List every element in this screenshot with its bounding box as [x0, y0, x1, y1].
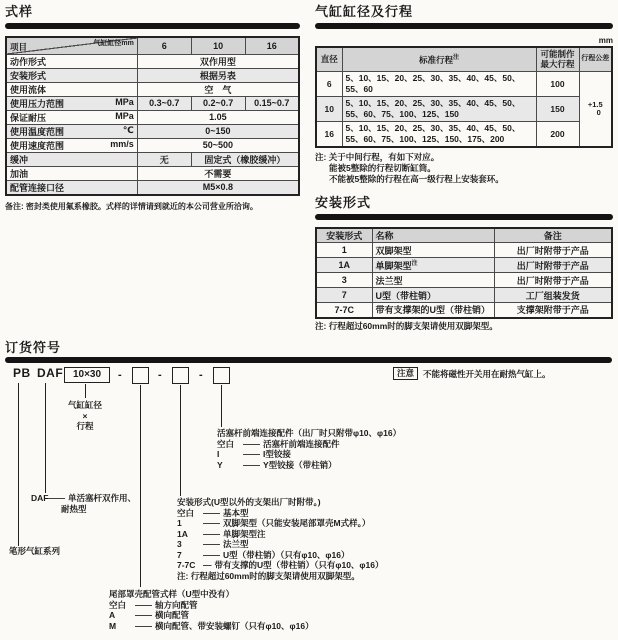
strokes-value: 5、10、15、20、25、30、35、40、45、50、55、60、75、100、125、150、175、200: [342, 121, 536, 147]
row-label: 配管连接口径: [10, 182, 65, 193]
code-bore-stroke-box: 10×30: [64, 367, 110, 383]
col-header: 可能制作最大行程: [536, 47, 579, 71]
row-label: 加油: [10, 168, 29, 179]
table-row: [316, 243, 612, 258]
mounting-block: [177, 497, 383, 581]
list-item: 空白 —— 轴方向配管: [109, 599, 198, 610]
table-row: [6, 54, 299, 68]
note-line: 注: 关于中间行程，有如下对应。: [315, 151, 440, 162]
strokes-value: 5、10、15、20、25、30、35、40、45、50、55、60: [342, 71, 536, 96]
row-value: 根据另表: [137, 68, 299, 82]
table-row: [316, 258, 612, 273]
mount-name: 法兰型: [372, 273, 494, 288]
row-value: M5×0.8: [137, 180, 299, 195]
note-line: 不能被5整除的行程在高一级行程上安装套环。: [329, 173, 504, 184]
caution-label: 注意: [393, 367, 418, 380]
spec-table: [5, 36, 300, 196]
max-stroke-value: 100: [536, 71, 579, 96]
row-label: 使用温度范围: [10, 126, 65, 137]
stroke-title: 气缸缸径及行程: [315, 4, 414, 19]
table-row: [6, 152, 299, 166]
table-row: [316, 121, 612, 147]
spec-section: [5, 4, 300, 212]
row-value: 1.05: [137, 110, 299, 124]
code-prefix: PB: [13, 366, 31, 380]
mounting-note: 注: 行程超过60mm时的脚支架请使用双脚架型。: [177, 570, 360, 581]
table-row: [316, 288, 612, 303]
mount-remark: 工厂组装发货: [494, 288, 612, 303]
rod-end-title: 活塞杆前端连接配件（出厂时只附带φ10、φ16）: [217, 428, 402, 438]
piping-block: [109, 589, 314, 631]
table-row: [6, 96, 299, 110]
mount-header-row: [316, 228, 612, 243]
list-item: 7 —— U型（带柱销）（只有φ10、φ16）: [177, 549, 350, 560]
row-label: 使用压力范围: [10, 98, 65, 109]
max-stroke-value: 150: [536, 96, 579, 121]
code-separator: -: [158, 369, 162, 381]
row-label: 保证耐压: [10, 112, 47, 123]
mount-code: 1: [316, 243, 372, 258]
mount-note: 注: 行程超过60mm时的脚支架请使用双脚架型。: [315, 320, 498, 331]
row-value: 50~500: [137, 138, 299, 152]
row-label: 使用流体: [10, 84, 47, 95]
row-unit: MPa: [115, 96, 134, 107]
table-row: [6, 124, 299, 138]
mount-remark: 出厂时附带于产品: [494, 273, 612, 288]
code-option-box: [132, 367, 149, 384]
unit-label: mm: [598, 36, 613, 45]
leader-line: [140, 385, 141, 587]
col-header: 直径: [316, 47, 342, 71]
row-unit: ℃: [122, 124, 134, 135]
table-row: [6, 110, 299, 124]
table-row: [316, 273, 612, 288]
bore-header: 10: [191, 37, 245, 54]
mounting-title: 安装形式(U型以外的支架出厂时附带。): [177, 497, 321, 507]
mount-remark: 出厂时附带于产品: [494, 243, 612, 258]
piping-title: 尾部罩壳配管式样（U型中没有）: [109, 589, 235, 599]
caution-text: 不能将磁性开关用在耐热气缸上。: [423, 368, 551, 379]
ordering-section: [5, 340, 613, 636]
bore-header: 6: [137, 37, 191, 54]
row-value: 0.15~0.7: [245, 96, 299, 110]
row-value: 不需要: [137, 166, 299, 180]
daf-label: DAF —— 单活塞杆双作用、 耐热型: [31, 493, 137, 514]
strokes-value: 5、10、15、20、25、30、35、40、45、50、55、60、75、100、125、150: [342, 96, 536, 121]
caution-note: [393, 367, 551, 380]
mount-name: U型（带柱销）: [372, 288, 494, 303]
max-stroke-value: 200: [536, 121, 579, 147]
spec-title: 式样: [5, 4, 34, 19]
title-bar: [5, 357, 612, 363]
list-item: I —— I型铰接: [217, 449, 291, 459]
row-label: 使用速度范围: [10, 140, 65, 151]
code-separator: -: [118, 369, 122, 381]
leader-line: [85, 384, 86, 398]
corner-bottom-label: 项目: [10, 41, 28, 52]
col-header: 标准行程$^注$: [342, 47, 536, 71]
list-item: 1 —— 双脚架型（只能安装尾部罩壳M式样。）: [177, 518, 371, 528]
bore-value: 10: [316, 96, 342, 121]
table-row: [6, 82, 299, 96]
title-bar: [5, 23, 300, 29]
bore-value: 16: [316, 121, 342, 147]
mount-remark: 支撑架附带于产品: [494, 303, 612, 318]
row-value: 无: [137, 152, 191, 166]
stroke-notes: [315, 152, 613, 185]
row-unit: mm/s: [110, 138, 134, 149]
title-bar: [315, 23, 613, 29]
list-item: 空白 —— 活塞杆前端连接配件: [217, 438, 340, 449]
mount-code: 7: [316, 288, 372, 303]
leader-line: [221, 385, 222, 427]
code-separator: -: [199, 369, 203, 381]
row-value: 0.3~0.7: [137, 96, 191, 110]
note-line: 能被5整除的行程切断缸筒。: [329, 162, 436, 173]
bore-header: 16: [245, 37, 299, 54]
table-row: [6, 68, 299, 82]
col-header: 备注: [494, 228, 612, 243]
row-value: 0~150: [137, 124, 299, 138]
row-label: 缓冲: [10, 154, 29, 165]
row-value: 空 气: [137, 82, 299, 96]
list-item: M —— 横向配管、带安装螺钉（只有φ10、φ16）: [109, 620, 314, 631]
stroke-table: [315, 46, 613, 148]
title-bar: [315, 214, 613, 220]
row-label: 动作形式: [10, 56, 47, 67]
list-item: 7-7C — 带有支撑的U型（带柱销）（只有φ10、φ16）: [177, 560, 384, 570]
code-option-box: [172, 367, 189, 384]
col-header: 安装形式: [316, 228, 372, 243]
list-item: A —— 横向配管: [109, 610, 190, 620]
corner-top-label: 气缸缸径mm: [93, 40, 134, 47]
row-unit: MPa: [115, 110, 134, 121]
stroke-tolerance: +1.5 0: [579, 71, 612, 147]
leader-line: [18, 383, 19, 546]
row-label: 安装形式: [10, 70, 47, 81]
mount-code: 7-7C: [316, 303, 372, 318]
spec-corner-cell: [6, 37, 137, 54]
mount-name: 单脚架型$^注$: [372, 258, 494, 273]
list-item: 1A —— 单脚架型注: [177, 528, 266, 539]
top-section: [5, 4, 613, 338]
stroke-header-row: [316, 47, 612, 71]
ordering-title: 订货符号: [5, 340, 62, 355]
row-value: 0.2~0.7: [191, 96, 245, 110]
bore-value: 6: [316, 71, 342, 96]
list-item: Y —— Y型铰接（带柱销）: [217, 459, 337, 470]
table-row: [6, 166, 299, 180]
list-item: 空白 —— 基本型: [177, 507, 249, 518]
mount-code: 1A: [316, 258, 372, 273]
mount-code: 3: [316, 273, 372, 288]
mount-remark: 出厂时附带于产品: [494, 258, 612, 273]
list-item: 3 —— 法兰型: [177, 539, 249, 549]
row-value: 双作用型: [137, 54, 299, 68]
col-header: 行程公差: [579, 47, 612, 71]
mount-name: 带有支撑架的U型（带柱销）: [372, 303, 494, 318]
row-value: 固定式（橡胶缓冲）: [191, 152, 299, 166]
leader-line: [180, 385, 181, 496]
rod-end-block: [217, 428, 401, 470]
series-label: 笔形气缸系列: [9, 546, 61, 556]
code-series: DAF: [37, 366, 64, 380]
bore-stroke-label: 气缸缸径 × 行程: [67, 400, 102, 431]
table-row: [316, 71, 612, 96]
leader-line: [45, 383, 46, 493]
spec-footnote: 备注: 密封类使用氟系橡胶。式样的详情请到就近的本公司营业所洽询。: [5, 201, 258, 211]
spec-header-row: [6, 37, 299, 54]
mount-title: 安装形式: [315, 194, 372, 210]
table-row: [316, 303, 612, 318]
code-option-box: [213, 367, 230, 384]
table-row: [316, 96, 612, 121]
table-row: [6, 180, 299, 195]
col-header: 名称: [372, 228, 494, 243]
right-column: [315, 4, 613, 332]
table-row: [6, 138, 299, 152]
mount-table: [315, 227, 613, 319]
mount-name: 双脚架型: [372, 243, 494, 258]
